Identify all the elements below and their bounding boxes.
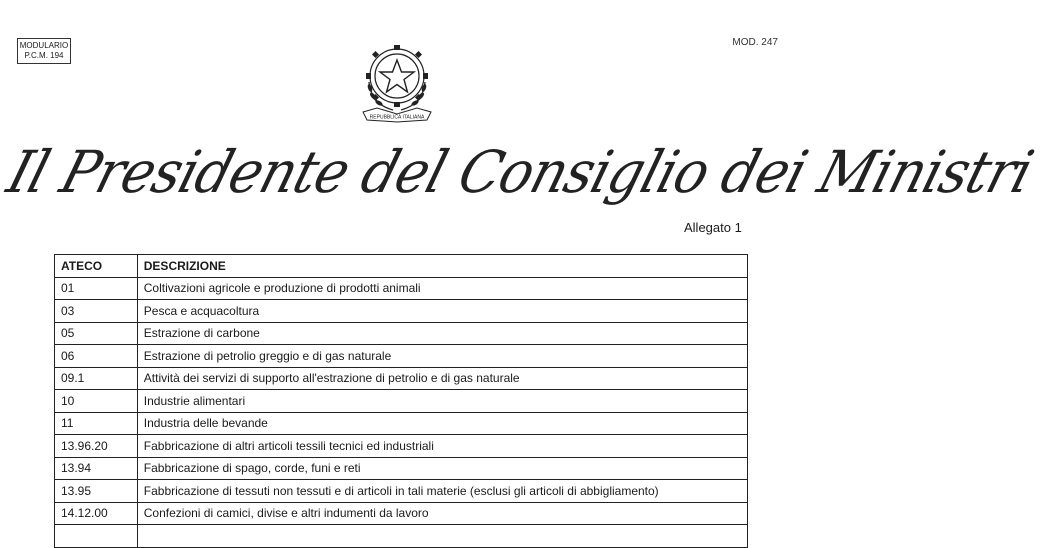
ateco-description: Industrie alimentari <box>137 390 747 413</box>
ateco-code: 13.94 <box>55 457 138 480</box>
ateco-description: Industria delle bevande <box>137 412 747 435</box>
ateco-description <box>137 525 747 548</box>
ateco-code: 01 <box>55 277 138 300</box>
ateco-description: Estrazione di petrolio greggio e di gas naturale <box>137 345 747 368</box>
ateco-description: Coltivazioni agricole e produzione di prodotti animali <box>137 277 747 300</box>
table-row <box>55 322 748 345</box>
ateco-code: 06 <box>55 345 138 368</box>
table-row <box>55 457 748 480</box>
page-title: Il Presidente del Consiglio dei Ministri <box>0 138 1040 206</box>
table-row <box>55 277 748 300</box>
table-row <box>55 480 748 503</box>
emblem-ribbon-text: REPUBBLICA ITALIANA <box>369 114 425 121</box>
ateco-description: Confezioni di camici, divise e altri indumenti da lavoro <box>137 502 747 525</box>
column-header-description: DESCRIZIONE <box>137 255 747 278</box>
ateco-description: Fabbricazione di spago, corde, funi e reti <box>137 457 747 480</box>
ateco-description: Fabbricazione di tessuti non tessuti e di articoli in tali materie (esclusi gli articoli di abbigliamento) <box>137 480 747 503</box>
ateco-code: 09.1 <box>55 367 138 390</box>
ateco-code: 14.12.00 <box>55 502 138 525</box>
column-header-ateco: ATECO <box>55 255 138 278</box>
table-row <box>55 502 748 525</box>
modulario-stamp <box>17 38 71 64</box>
ateco-description: Fabbricazione di altri articoli tessili tecnici ed industriali <box>137 435 747 458</box>
modulario-line-2: P.C.M. 194 <box>24 51 64 60</box>
annex-label: Allegato 1 <box>684 220 742 235</box>
ateco-code: 13.95 <box>55 480 138 503</box>
table-row <box>55 345 748 368</box>
ateco-code: 13.96.20 <box>55 435 138 458</box>
ateco-code: 03 <box>55 300 138 323</box>
table-row <box>55 300 748 323</box>
form-number: MOD. 247 <box>732 37 778 48</box>
ateco-table <box>54 254 748 548</box>
modulario-line-1: MODULARIO <box>19 41 69 50</box>
italian-emblem-icon <box>357 38 437 124</box>
ateco-code: 10 <box>55 390 138 413</box>
table-row <box>55 390 748 413</box>
ateco-description: Attività dei servizi di supporto all'estrazione di petrolio e di gas naturale <box>137 367 747 390</box>
ateco-description: Pesca e acquacoltura <box>137 300 747 323</box>
table-row <box>55 412 748 435</box>
table-header-row <box>55 255 748 278</box>
ateco-code: 05 <box>55 322 138 345</box>
ateco-description: Estrazione di carbone <box>137 322 747 345</box>
table-row <box>55 367 748 390</box>
table-row <box>55 525 748 548</box>
ateco-code <box>55 525 138 548</box>
ateco-code: 11 <box>55 412 138 435</box>
table-row <box>55 435 748 458</box>
